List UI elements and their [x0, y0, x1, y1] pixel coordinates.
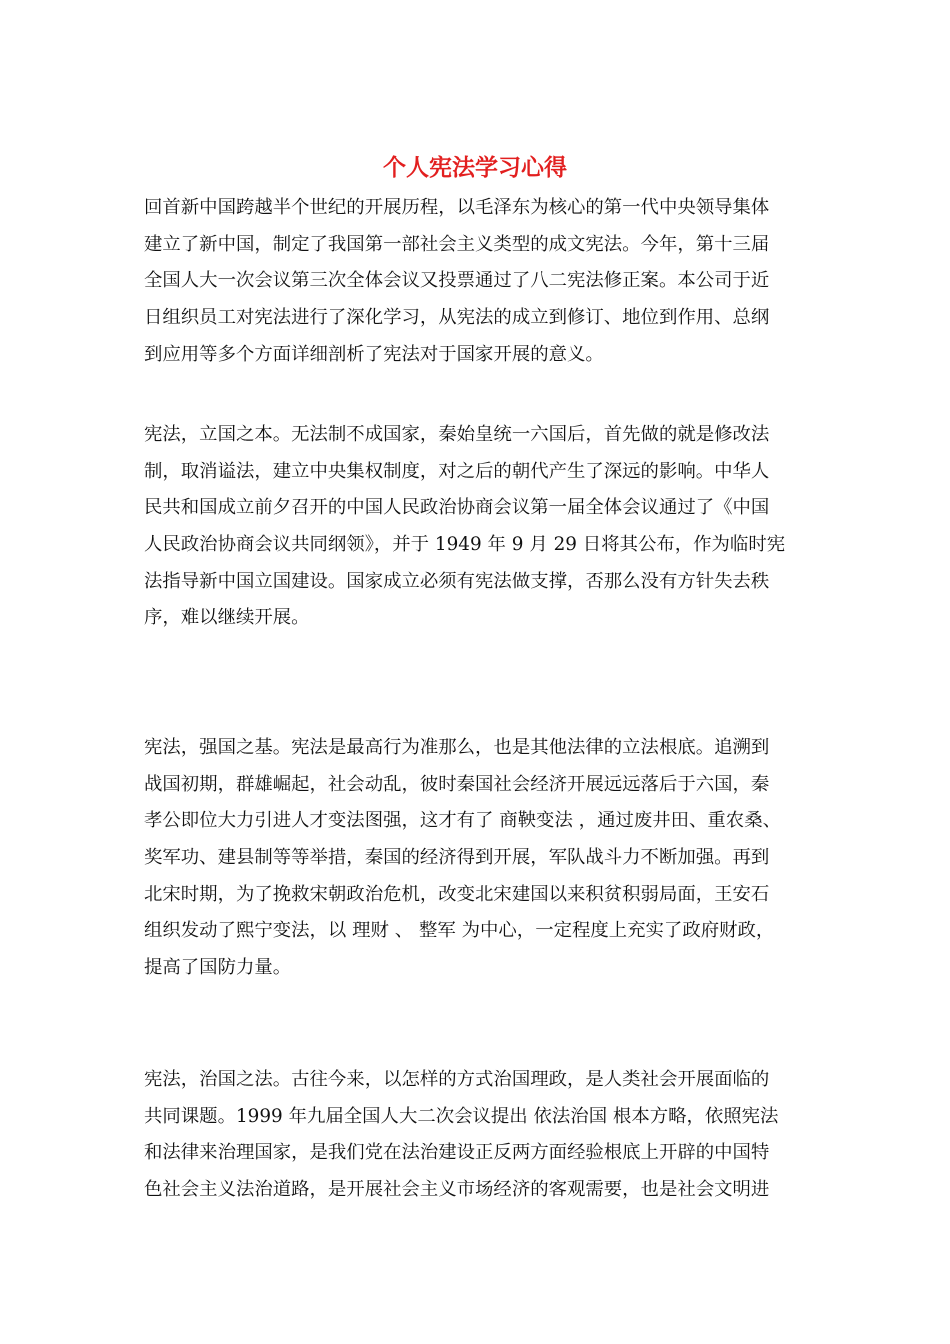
paragraph-line: 到应用等多个方面详细剖析了宪法对于国家开展的意义。 — [144, 343, 604, 365]
paragraph-line: 民共和国成立前夕召开的中国人民政治协商会议第一届全体会议通过了《中国 — [144, 497, 770, 519]
paragraph-line: 序，难以继续开展。 — [144, 607, 310, 629]
paragraph-founding — [144, 417, 809, 637]
paragraph-line: 建立了新中国，制定了我国第一部社会主义类型的成文宪法。今年，第十三届 — [144, 233, 770, 255]
paragraph-line: 日组织员工对宪法进行了深化学习，从宪法的成立到修订、地位到作用、总纲 — [144, 307, 770, 329]
paragraph-line: 法指导新中国立国建设。国家成立必须有宪法做支撑，否那么没有方针失去秩 — [144, 570, 770, 592]
paragraph-line: 制，取消谥法，建立中央集权制度，对之后的朝代产生了深远的影响。中华人 — [144, 460, 770, 482]
paragraph-line: 宪法，治国之法。古往今来，以怎样的方式治国理政，是人类社会开展面临的 — [144, 1069, 770, 1090]
paragraph-strength — [144, 730, 809, 987]
paragraph-line: 组织发动了熙宁变法，以 理财 、 整军 为中心，一定程度上充实了政府财政， — [144, 920, 775, 942]
paragraph-history — [144, 190, 809, 373]
paragraph-line: 北宋时期，为了挽救宋朝政治危机，改变北宋建国以来积贫积弱局面，王安石 — [144, 883, 770, 905]
paragraph-line: 战国初期，群雄崛起，社会动乱，彼时秦国社会经济开展远远落后于六国，秦 — [144, 773, 770, 795]
document-title: 个人宪法学习心得 — [383, 154, 567, 181]
paragraph-governance — [144, 1062, 809, 1209]
paragraph-line: 提高了国防力量。 — [144, 957, 292, 979]
paragraph-line: 人民政治协商会议共同纲领》，并于 1949 年 9 月 29 日将其公布，作为临时宪 — [144, 534, 786, 556]
paragraph-line: 全国人大一次会议第三次全体会议又投票通过了八二宪法修正案。本公司于近 — [144, 270, 770, 292]
paragraph-line: 宪法，立国之本。无法制不成国家，秦始皇统一六国后，首先做的就是修改法 — [144, 424, 770, 445]
paragraph-line: 宪法，强国之基。宪法是最高行为准那么，也是其他法律的立法根底。追溯到 — [144, 737, 770, 758]
paragraph-line: 和法律来治理国家，是我们党在法治建设正反两方面经验根底上开辟的中国特 — [144, 1142, 770, 1164]
paragraph-line: 奖军功、建县制等等举措，秦国的经济得到开展，军队战斗力不断加强。再到 — [144, 847, 770, 869]
paragraph-line: 回首新中国跨越半个世纪的开展历程，以毛泽东为核心的第一代中央领导集体 — [144, 197, 770, 218]
paragraph-line: 色社会主义法治道路，是开展社会主义市场经济的客观需要，也是社会文明进 — [144, 1179, 770, 1201]
paragraph-line: 共同课题。1999 年九届全国人大二次会议提出 依法治国 根本方略，依照宪法 — [144, 1105, 779, 1127]
paragraph-line: 孝公即位大力引进人才变法图强，这才有了 商鞅变法 ，通过废井田、重农桑、 — [144, 810, 781, 832]
